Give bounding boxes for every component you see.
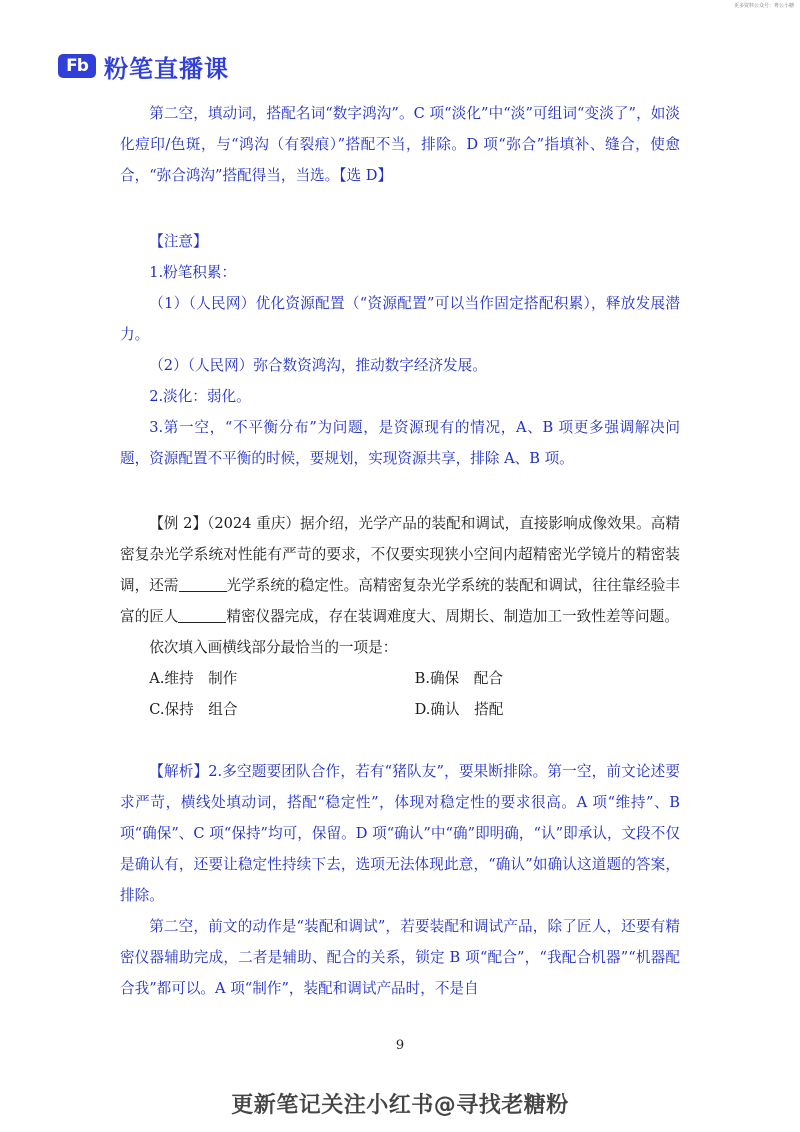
analysis-tag: 【解析】 <box>149 763 209 780</box>
note-item-1b: （2）（人民网）弥合数资鸿沟，推动数字经济发展。 <box>149 357 487 374</box>
note-item-2: 2.淡化：弱化。 <box>149 388 251 405</box>
blank-1 <box>179 576 227 592</box>
logo-icon: Fb <box>58 54 96 78</box>
analysis-paragraph-1 <box>120 756 680 911</box>
note-title: 【注意】 <box>149 233 208 250</box>
stem-part-2: 光学系统的稳定性。高精密复杂光学系统的装配和调试，往往靠经验丰富的匠人 <box>120 577 680 625</box>
analysis-paragraph: 第二空，填动词，搭配名词“数字鸿沟”。C 项“淡化”中“淡”可组词“变淡了”，如淡化痘印/色斑，与“鸿沟（有裂痕）”搭配不当，排除。D 项“弥合”指填补、缝合，使愈合，“弥合鸿沟”搭配得当，当选。【选 D】 <box>120 105 680 184</box>
stem-part-1: 【例 2】（2024 重庆）据介绍，光学产品的装配和调试，直接影响成像效果。高精密复杂光学系统对性能有严苛的要求，不仅要实现狭小空间内超精密光学镜片的精密装调，还需 <box>120 515 680 594</box>
options-grid <box>120 663 680 725</box>
page-number: 9 <box>395 1038 405 1053</box>
note-block <box>120 226 680 474</box>
note-item-1a: （1）（人民网）优化资源配置（“资源配置”可以当作固定搭配积累），释放发展潜力。 <box>120 295 680 343</box>
option-c: C.保持 组合 <box>149 701 238 718</box>
example-question <box>120 508 680 725</box>
stem-part-3: 精密仪器完成，存在装调难度大、周期长、制造加工一致性差等问题。 <box>226 608 679 625</box>
analysis-block-1 <box>120 98 680 191</box>
analysis-paragraph-2: 第二空，前文的动作是“装配和调试”，若要装配和调试产品，除了匠人，还要有精密仪器辅助完成，二者是辅助、配合的关系，锁定 B 项“配合”，“我配合机器”“机器配合我”都可以。A 项“制作”，装配和调试产品时，不是自 <box>120 918 680 997</box>
note-item-3: 3.第一空，“不平衡分布”为问题，是资源现有的情况，A、B 项更多强调解决问题，资源配置不平衡的时候，要规划，实现资源共享，排除 A、B 项。 <box>120 419 680 467</box>
option-a: A.维持 制作 <box>149 670 238 687</box>
option-d: D.确认 搭配 <box>414 701 504 718</box>
analysis-block-2 <box>120 756 680 1004</box>
blank-2 <box>178 607 226 623</box>
watermark-text: 更新笔记关注小红书@寻找老糖粉 <box>231 1093 569 1118</box>
question-stem <box>120 508 680 632</box>
question-prompt: 依次填入画横线部分最恰当的一项是： <box>149 639 398 656</box>
corner-note: 更多资料公众号：粤公小糖 <box>733 3 794 9</box>
option-b: B.确保 配合 <box>414 670 503 687</box>
logo-text: 粉笔直播课 <box>104 54 229 83</box>
analysis-text-1: 2.多空题要团队合作，若有“猪队友”，要果断排除。第一空，前文论述要求严苛，横线处填动词，搭配“稳定性”，体现对稳定性的要求很高。A 项“维持”、B 项“确保”、C 项“保持”均可，保留。D 项“确认”中“确”即明确，“认”即承认，文段不仅是确认有，还要让稳定性持续下去，选项无法体现此意，“确认”如确认这道题的答案，排除。 <box>120 763 680 904</box>
note-item-1-title: 1.粉笔积累： <box>149 264 237 281</box>
brand-logo <box>58 52 229 83</box>
